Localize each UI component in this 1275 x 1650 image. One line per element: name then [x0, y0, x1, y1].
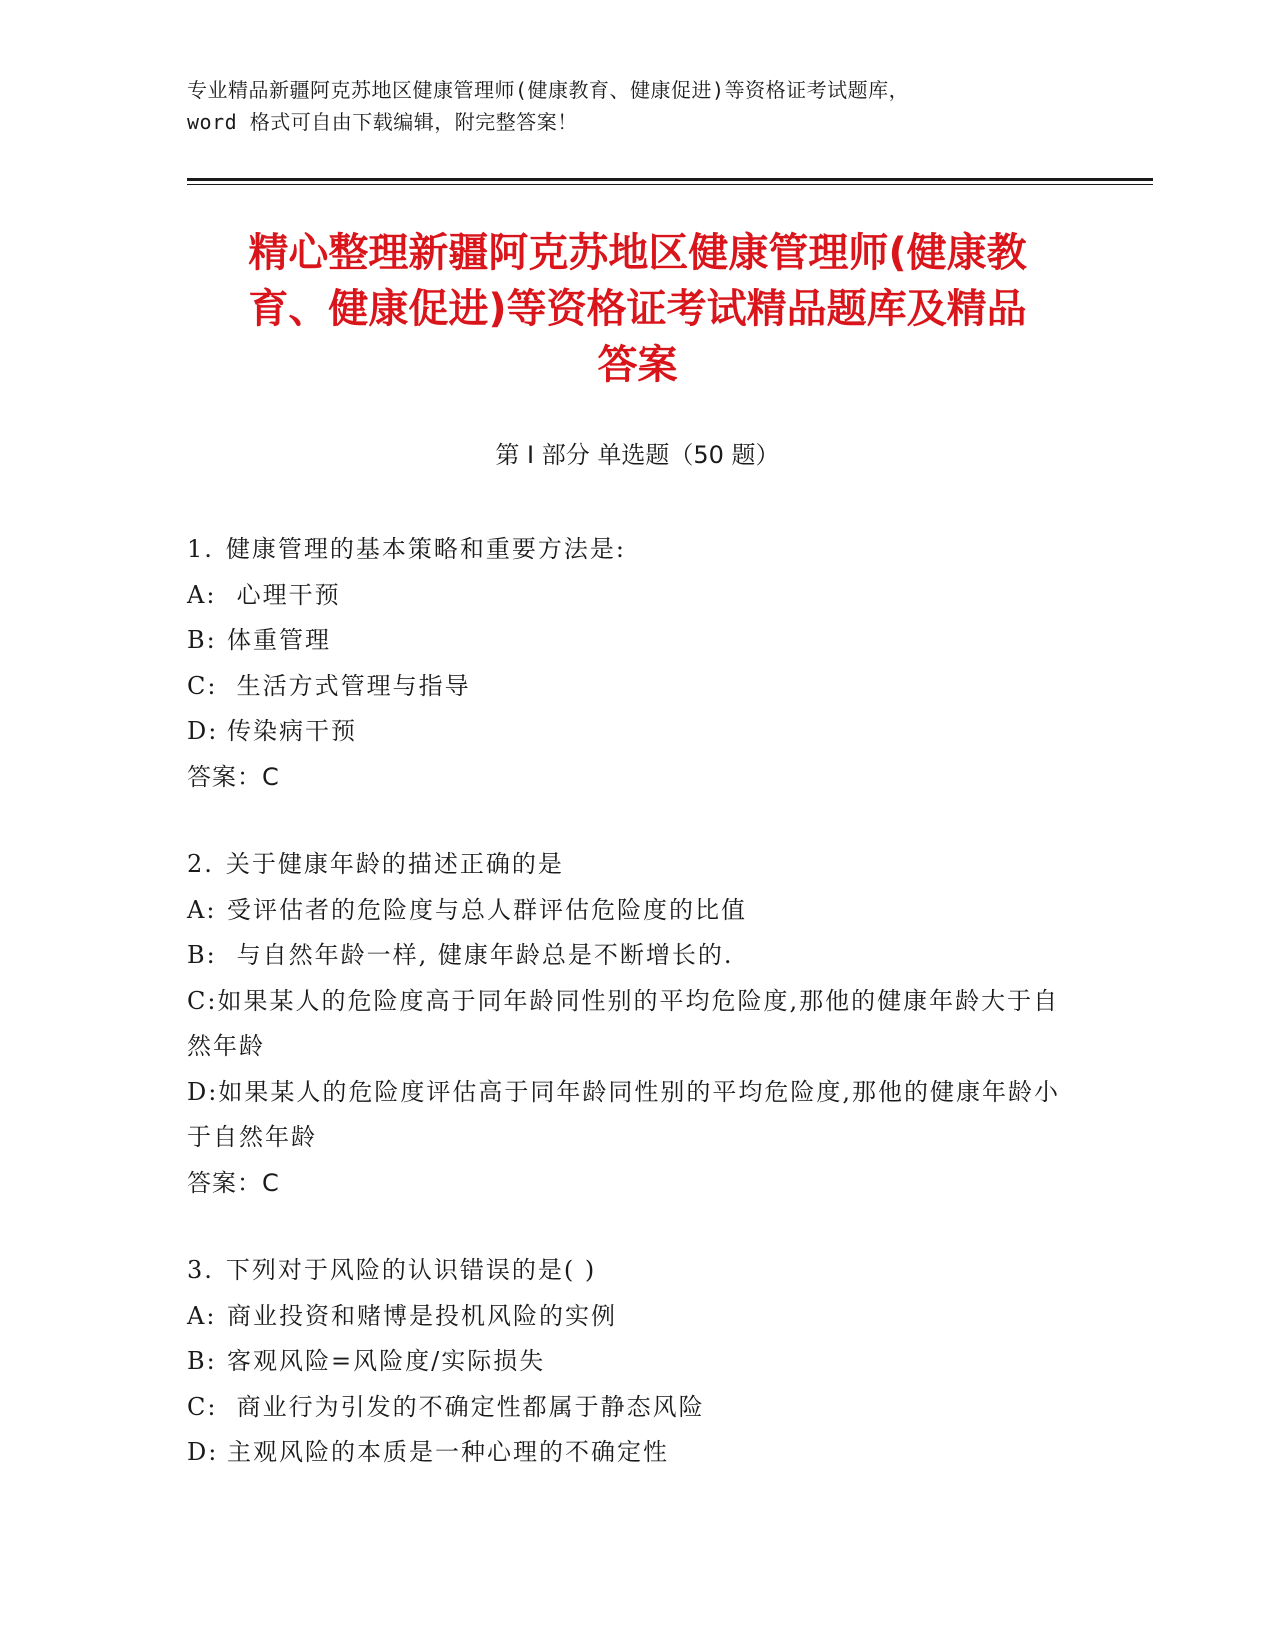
option-key: C: — [187, 986, 218, 1015]
question-2 — [187, 842, 1067, 1206]
option-key: B: — [187, 941, 217, 969]
question-list — [187, 527, 1067, 1518]
option-b — [187, 1339, 1067, 1385]
question-stem — [187, 842, 1067, 888]
question-3 — [187, 1248, 1067, 1476]
option-text: 如果某人的危险度评估高于同年龄同性别的平均危险度,那他的健康年龄小于自然年龄 — [187, 1077, 1060, 1151]
option-key: D: — [187, 717, 219, 745]
question-1 — [187, 527, 1067, 800]
header-divider-thick — [187, 178, 1153, 181]
option-key: B: — [187, 626, 217, 654]
option-text: 体重管理 — [227, 626, 331, 654]
option-b — [187, 618, 1067, 664]
title-line-1: 精心整理新疆阿克苏地区健康管理师(健康教 — [248, 230, 1027, 276]
option-b — [187, 933, 1067, 979]
option-key: A: — [187, 895, 217, 924]
option-key: D: — [187, 1438, 219, 1466]
option-key: C: — [187, 1392, 218, 1421]
option-c — [187, 979, 1067, 1070]
header-note-line-1: 专业精品新疆阿克苏地区健康管理师(健康教育、健康促进)等资格证考试题库， — [187, 78, 910, 102]
option-text: 客观风险=风险度/实际损失 — [227, 1347, 546, 1375]
question-text: 下列对于风险的认识错误的是( ) — [225, 1256, 597, 1284]
header-divider-thin — [187, 184, 1153, 185]
option-text: 商业投资和赌博是投机风险的实例 — [227, 1301, 617, 1330]
question-text: 关于健康年龄的描述正确的是 — [225, 850, 564, 878]
option-text: 生活方式管理与指导 — [227, 671, 471, 700]
option-c — [187, 664, 1067, 710]
title-line-2: 育、健康促进)等资格证考试精品题库及精品 — [248, 286, 1027, 332]
option-text: 商业行为引发的不确定性都属于静态风险 — [227, 1392, 705, 1421]
answer-line: 答案：C — [187, 1168, 280, 1197]
question-number: 3. — [187, 1256, 214, 1284]
document-title — [160, 225, 1115, 393]
option-text: 主观风险的本质是一种心理的不确定性 — [227, 1438, 669, 1466]
option-text: 心理干预 — [227, 580, 341, 609]
header-note — [187, 74, 1087, 138]
option-a — [187, 1294, 1067, 1340]
option-text: 与自然年龄一样, 健康年龄总是不断增长的. — [227, 941, 734, 969]
option-d — [187, 1070, 1067, 1161]
option-d — [187, 709, 1067, 755]
option-text: 受评估者的危险度与总人群评估危险度的比值 — [227, 895, 747, 924]
option-key: D: — [187, 1077, 219, 1106]
title-line-3: 答案 — [597, 342, 678, 388]
option-d — [187, 1430, 1067, 1476]
option-text: 如果某人的危险度高于同年龄同性别的平均危险度,那他的健康年龄大于自然年龄 — [187, 986, 1060, 1060]
question-number: 1. — [187, 535, 214, 563]
header-note-line-2: word 格式可自由下载编辑，附完整答案！ — [187, 110, 578, 134]
question-stem — [187, 527, 1067, 573]
question-stem — [187, 1248, 1067, 1294]
option-key: A: — [187, 580, 217, 609]
option-c — [187, 1385, 1067, 1431]
option-a — [187, 573, 1067, 619]
answer-line: 答案：C — [187, 762, 280, 791]
question-text: 健康管理的基本策略和重要方法是: — [225, 535, 626, 563]
option-key: B: — [187, 1347, 217, 1375]
option-text: 传染病干预 — [227, 717, 357, 745]
question-number: 2. — [187, 850, 214, 878]
option-a — [187, 888, 1067, 934]
option-key: C: — [187, 671, 218, 700]
option-key: A: — [187, 1301, 217, 1330]
section-title: 第 I 部分 单选题（50 题） — [495, 441, 780, 469]
